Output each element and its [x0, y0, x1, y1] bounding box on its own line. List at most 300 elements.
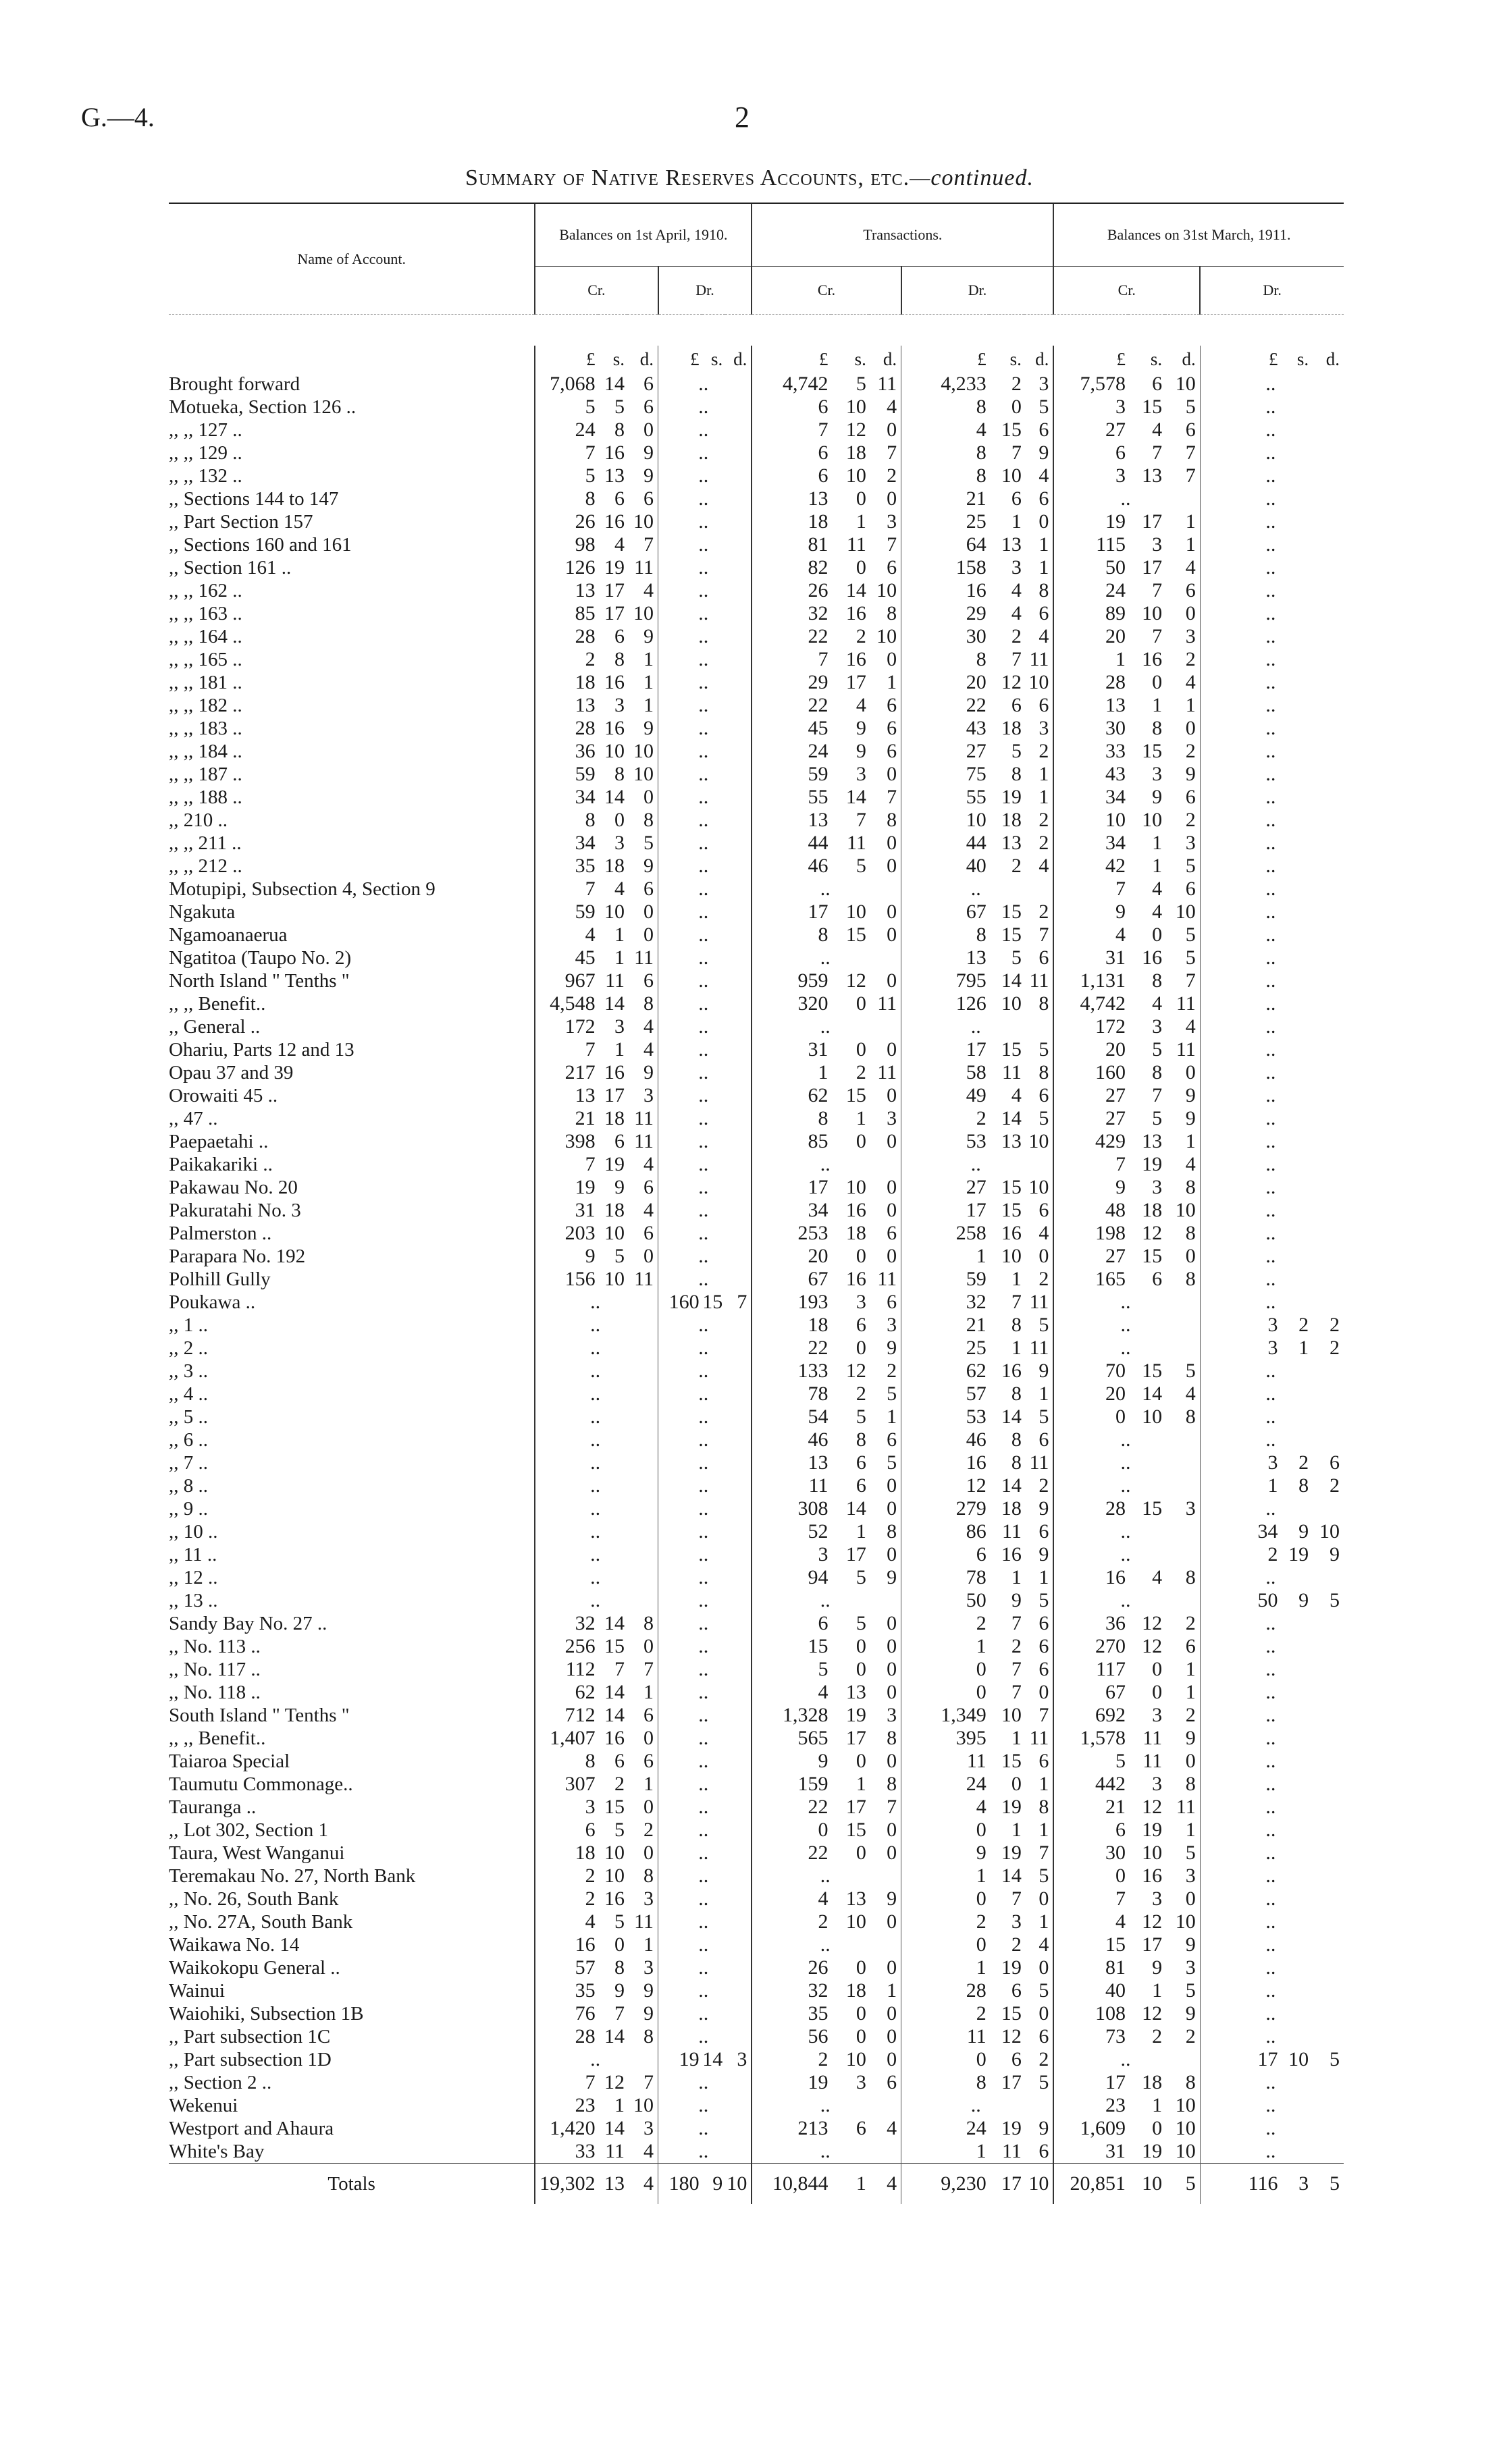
o_cr-pence: 6 [643, 1750, 654, 1772]
o_cr-pence: 0 [643, 1842, 654, 1864]
c_cr-empty: .. [1053, 2048, 1200, 2071]
t_dr-pounds: 21 [901, 487, 989, 510]
o_cr-shillings: 14 [604, 1704, 625, 1726]
account-name: ,, ,, Benefit.. [169, 992, 266, 1015]
table-row [169, 1842, 1344, 1865]
o_dr-pence: 10 [725, 2164, 752, 2205]
o_cr-shillings: 12 [604, 2071, 625, 2093]
o_cr-empty: .. [535, 1314, 658, 1337]
o_cr-pounds: 76 [535, 2002, 598, 2025]
account-name: ,, Section 161 .. [169, 556, 292, 579]
t_dr-pence: 5 [1038, 2071, 1049, 2093]
t_cr-shillings: 12 [845, 969, 866, 992]
c_dr-pounds: 3 [1200, 1337, 1280, 1360]
unit-pound: £ [752, 346, 831, 373]
c_cr-empty: .. [1053, 1428, 1200, 1451]
o_cr-pence: 0 [643, 1727, 654, 1749]
c_cr-pounds: 17 [1053, 2071, 1128, 2094]
t_dr-shillings: 8 [1011, 1451, 1022, 1474]
o_dr-empty: .. [658, 855, 752, 878]
t_cr-pounds: 11 [752, 1474, 831, 1497]
t_cr-pence: 2 [887, 1360, 897, 1382]
c_dr-empty: .. [1200, 1428, 1344, 1451]
c_cr-shillings: 16 [1142, 1865, 1163, 1887]
table-row [169, 1865, 1344, 1887]
t_dr-pounds: 2 [901, 1612, 989, 1635]
t_cr-pounds: 85 [752, 1130, 831, 1153]
t_cr-shillings: 17 [845, 1727, 866, 1749]
c_dr-empty: .. [1200, 510, 1344, 533]
o_dr-empty: .. [658, 1589, 752, 1612]
c_cr-pounds: 89 [1053, 602, 1128, 625]
c_dr-empty: .. [1200, 1842, 1344, 1865]
c_cr-pence: 5 [1185, 1360, 1196, 1382]
o_cr-shillings: 7 [614, 1658, 625, 1680]
t_dr-pence: 4 [1038, 855, 1049, 877]
t_dr-shillings: 15 [1001, 419, 1022, 441]
c_dr-empty: .. [1200, 1910, 1344, 1933]
t_dr-pence: 1 [1038, 556, 1049, 579]
o_cr-pence: 10 [633, 763, 654, 785]
o_cr-pounds: 967 [535, 969, 598, 992]
t_dr-pence: 6 [1038, 487, 1049, 510]
t_dr-shillings: 15 [1001, 1176, 1022, 1198]
t_dr-pence: 9 [1038, 1543, 1049, 1565]
account-name: ,, ,, 132 .. [169, 464, 242, 487]
o_cr-shillings: 14 [604, 992, 625, 1015]
c_dr-empty: .. [1200, 1497, 1344, 1520]
account-name: Polhill Gully [169, 1268, 271, 1290]
page-title [0, 165, 1499, 191]
o_cr-pounds: 59 [535, 763, 598, 786]
account-name: Sandy Bay No. 27 .. [169, 1612, 327, 1634]
table-row [169, 1750, 1344, 1773]
t_dr-pounds: 27 [901, 1176, 989, 1199]
o_cr-pounds: 23 [535, 2094, 598, 2117]
t_cr-pence: 3 [887, 1704, 897, 1726]
o_dr-empty: .. [658, 2094, 752, 2117]
t_cr-pence: 0 [887, 763, 897, 785]
account-name: ,, ,, 183 .. [169, 717, 242, 739]
account-name: Ngatitoa (Taupo No. 2) [169, 946, 352, 969]
t_cr-pounds: 5 [752, 1658, 831, 1681]
c_cr-shillings: 3 [1152, 533, 1163, 556]
c_dr-pounds: 34 [1200, 1520, 1280, 1543]
t_cr-pounds: 17 [752, 1176, 831, 1199]
t_dr-pounds: 795 [901, 969, 989, 992]
o_cr-empty: .. [535, 1291, 658, 1314]
c_dr-empty: .. [1200, 786, 1344, 809]
c_cr-pence: 4 [1185, 671, 1196, 693]
t_cr-pounds: 2 [752, 1910, 831, 1933]
o_cr-pence: 6 [643, 1704, 654, 1726]
t_cr-pounds: 8 [752, 923, 831, 946]
c_dr-empty: .. [1200, 1268, 1344, 1291]
c_cr-pounds: 7 [1053, 878, 1128, 901]
o_dr-pounds: 19 [658, 2048, 702, 2071]
t_cr-shillings: 0 [856, 1956, 866, 1979]
t_cr-shillings: 16 [845, 648, 866, 670]
c_cr-pounds: 0 [1053, 1405, 1128, 1428]
t_dr-pounds: 2 [901, 1910, 989, 1933]
o_dr-empty: .. [658, 419, 752, 441]
unit-pence: d. [639, 348, 654, 369]
table-row [169, 878, 1344, 901]
t_dr-shillings: 16 [1001, 1222, 1022, 1244]
o_cr-shillings: 4 [614, 533, 625, 556]
t_dr-pounds: 0 [901, 1887, 989, 1910]
c_cr-pence: 6 [1185, 419, 1196, 441]
account-name: Taiaroa Special [169, 1750, 290, 1772]
t_cr-shillings: 19 [845, 1704, 866, 1726]
o_cr-shillings: 3 [614, 694, 625, 716]
t_dr-shillings: 8 [1011, 1383, 1022, 1405]
t_cr-pence: 9 [887, 1887, 897, 1910]
c_dr-empty: .. [1200, 809, 1344, 832]
o_dr-empty: .. [658, 2071, 752, 2094]
t_cr-pence: 5 [887, 1451, 897, 1474]
unit-shilling: s. [854, 348, 866, 369]
o_cr-shillings: 6 [614, 1750, 625, 1772]
t_cr-pence: 6 [887, 1428, 897, 1451]
o_cr-pounds: 1,420 [535, 2117, 598, 2140]
t_dr-empty: .. [901, 878, 1054, 901]
o_cr-shillings: 13 [604, 464, 625, 487]
t_dr-pence: 5 [1038, 1405, 1049, 1428]
o_dr-empty: .. [658, 1474, 752, 1497]
o_dr-empty: .. [658, 786, 752, 809]
t_cr-pence: 6 [887, 1222, 897, 1244]
t_cr-pounds: 4,742 [752, 373, 831, 396]
o_cr-pence: 0 [643, 901, 654, 923]
c_cr-pounds: 198 [1053, 1222, 1128, 1245]
o_cr-pounds: 28 [535, 2025, 598, 2048]
table-row [169, 373, 1344, 396]
o_dr-empty: .. [658, 464, 752, 487]
account-name: ,, 12 .. [169, 1566, 218, 1588]
account-name: ,, Part Section 157 [169, 510, 313, 533]
t_dr-pounds: 24 [901, 1773, 989, 1796]
unit-pound: £ [901, 346, 989, 373]
c_cr-shillings: 9 [1152, 1956, 1163, 1979]
account-name: ,, No. 117 .. [169, 1658, 261, 1680]
c_cr-pence: 7 [1185, 464, 1196, 487]
t_dr-shillings: 10 [1001, 1245, 1022, 1267]
table-row [169, 1107, 1344, 1130]
t_dr-pence: 5 [1038, 1865, 1049, 1887]
col-closing-dr: Dr. [1200, 267, 1344, 315]
col-trans-dr: Dr. [901, 267, 1054, 315]
unit-pound: £ [1200, 346, 1280, 373]
c_dr-empty: .. [1200, 1681, 1344, 1704]
c_dr-empty: .. [1200, 992, 1344, 1015]
c_cr-shillings: 3 [1152, 763, 1163, 785]
o_cr-pounds: 7 [535, 441, 598, 464]
c_cr-empty: .. [1053, 1543, 1200, 1566]
t_cr-pence: 0 [887, 1819, 897, 1841]
o_cr-pence: 8 [643, 1865, 654, 1887]
o_cr-pence: 7 [643, 1658, 654, 1680]
t_cr-pounds: 46 [752, 855, 831, 878]
o_cr-pence: 8 [643, 2025, 654, 2047]
o_dr-empty: .. [658, 1153, 752, 1176]
table-row [169, 717, 1344, 740]
t_cr-shillings: 16 [845, 602, 866, 624]
t_dr-pounds: 6 [901, 1543, 989, 1566]
t_dr-pence: 7 [1038, 923, 1049, 946]
t_cr-empty: .. [752, 1933, 901, 1956]
o_cr-shillings: 3 [614, 832, 625, 854]
t_cr-pounds: 13 [752, 1451, 831, 1474]
o_cr-empty: .. [535, 1405, 658, 1428]
account-name: Waikokopu General .. [169, 1956, 340, 1979]
t_cr-pounds: 0 [752, 1819, 831, 1842]
c_cr-shillings: 7 [1152, 579, 1163, 601]
o_dr-empty: .. [658, 396, 752, 419]
o_cr-pence: 6 [643, 878, 654, 900]
c_cr-pounds: 442 [1053, 1773, 1128, 1796]
table-row [169, 809, 1344, 832]
c_dr-empty: .. [1200, 396, 1344, 419]
t_dr-empty: .. [901, 1015, 1054, 1038]
c_cr-pence: 3 [1185, 1956, 1196, 1979]
table-row [169, 1451, 1344, 1474]
t_dr-shillings: 19 [1001, 2117, 1022, 2139]
t_cr-pounds: 7 [752, 419, 831, 441]
t_cr-pounds: 2 [752, 2048, 831, 2071]
o_dr-empty: .. [658, 1543, 752, 1566]
o_dr-empty: .. [658, 740, 752, 763]
col-opening-cr: Cr. [535, 267, 658, 315]
account-name: Pakawau No. 20 [169, 1176, 298, 1198]
c_cr-shillings: 17 [1142, 1933, 1163, 1956]
c_cr-shillings: 4 [1152, 901, 1163, 923]
account-name: Ngamoanaerua [169, 923, 288, 946]
t_dr-pence: 2 [1038, 1268, 1049, 1290]
t_cr-pence: 1 [887, 1979, 897, 2002]
c_cr-pence: 2 [1185, 1704, 1196, 1726]
c_cr-shillings: 3 [1152, 1176, 1163, 1198]
account-name: Ngakuta [169, 901, 236, 923]
o_dr-empty: .. [658, 1635, 752, 1658]
t_dr-pence: 8 [1038, 579, 1049, 601]
o_dr-empty: .. [658, 1750, 752, 1773]
c_cr-pence: 8 [1185, 1222, 1196, 1244]
account-name: ,, No. 113 .. [169, 1635, 261, 1657]
o_cr-pence: 6 [643, 1222, 654, 1244]
t_dr-pence: 8 [1038, 1796, 1049, 1818]
t_cr-shillings: 0 [856, 1337, 866, 1359]
t_cr-shillings: 0 [856, 1842, 866, 1864]
c_cr-pence: 5 [1185, 855, 1196, 877]
t_cr-shillings: 11 [847, 832, 866, 854]
t_dr-pence: 6 [1038, 2140, 1049, 2162]
c_dr-empty: .. [1200, 1933, 1344, 1956]
account-name: Totals [169, 2164, 535, 2205]
o_cr-pence: 6 [643, 373, 654, 395]
t_dr-pounds: 1 [901, 1635, 989, 1658]
table-row [169, 1199, 1344, 1222]
t_dr-pounds: 55 [901, 786, 989, 809]
t_cr-pence: 0 [887, 1130, 897, 1152]
t_dr-pence: 1 [1038, 533, 1049, 556]
c_dr-empty: .. [1200, 1107, 1344, 1130]
c_cr-pounds: 7 [1053, 1153, 1128, 1176]
c_cr-pounds: 67 [1053, 1681, 1128, 1704]
table-row [169, 1933, 1344, 1956]
o_cr-pounds: 9 [535, 1245, 598, 1268]
o_cr-shillings: 2 [614, 1773, 625, 1795]
t_cr-pounds: 45 [752, 717, 831, 740]
t_cr-pence: 0 [887, 1176, 897, 1198]
c_cr-empty: .. [1053, 1291, 1200, 1314]
t_dr-shillings: 2 [1011, 373, 1022, 395]
account-name: Paepaetahi .. [169, 1130, 269, 1152]
c_dr-empty: .. [1200, 694, 1344, 717]
o_cr-shillings: 18 [604, 1107, 625, 1129]
o_cr-pounds: 18 [535, 671, 598, 694]
c_cr-pounds: 4 [1053, 923, 1128, 946]
account-name: Opau 37 and 39 [169, 1061, 294, 1083]
t_dr-pence: 1 [1038, 786, 1049, 808]
t_dr-pence: 5 [1038, 1589, 1049, 1611]
account-name: Wekenui [169, 2094, 238, 2116]
t_cr-shillings: 14 [845, 1497, 866, 1520]
t_dr-pounds: 17 [901, 1199, 989, 1222]
t_cr-pence: 8 [887, 1520, 897, 1543]
t_cr-shillings: 0 [856, 992, 866, 1015]
o_cr-pence: 11 [634, 946, 654, 969]
c_cr-pounds: 27 [1053, 419, 1128, 441]
account-name: Taumutu Commonage.. [169, 1773, 353, 1795]
o_cr-pounds: 1,407 [535, 1727, 598, 1750]
table-row [169, 1543, 1344, 1566]
c_cr-shillings: 11 [1142, 1750, 1163, 1772]
c_dr-empty: .. [1200, 1979, 1344, 2002]
c_cr-pounds: 16 [1053, 1566, 1128, 1589]
c_cr-pounds: 40 [1053, 1979, 1128, 2002]
table-row [169, 1222, 1344, 1245]
o_cr-pounds: 31 [535, 1199, 598, 1222]
table-row [169, 2048, 1344, 2071]
t_dr-pounds: 4,233 [901, 373, 989, 396]
c_cr-pence: 8 [1185, 1405, 1196, 1428]
c_dr-empty: .. [1200, 969, 1344, 992]
t_dr-pence: 4 [1038, 464, 1049, 487]
t_dr-shillings: 6 [1011, 487, 1022, 510]
t_cr-shillings: 15 [845, 1819, 866, 1841]
t_cr-shillings: 10 [845, 901, 866, 923]
o_cr-empty: .. [535, 1428, 658, 1451]
c_cr-pounds: 3 [1053, 464, 1128, 487]
c_cr-shillings: 0 [1152, 923, 1163, 946]
t_cr-pounds: 52 [752, 1520, 831, 1543]
account-name: ,, ,, 184 .. [169, 740, 242, 762]
c_cr-pounds: 28 [1053, 671, 1128, 694]
o_dr-empty: .. [658, 2117, 752, 2140]
t_dr-shillings: 2 [1011, 1933, 1022, 1956]
o_cr-shillings: 16 [604, 441, 625, 464]
o_cr-shillings: 10 [604, 740, 625, 762]
t_dr-shillings: 1 [1011, 1566, 1022, 1588]
t_dr-pence: 6 [1038, 2025, 1049, 2047]
t_dr-pence: 9 [1038, 1360, 1049, 1382]
c_dr-pence: 5 [1330, 2048, 1340, 2070]
o_cr-pounds: 34 [535, 832, 598, 855]
t_dr-shillings: 19 [1001, 1842, 1022, 1864]
t_cr-shillings: 5 [856, 373, 866, 395]
t_dr-shillings: 14 [1001, 969, 1022, 992]
t_cr-pence: 0 [887, 1910, 897, 1933]
reserves-table [169, 203, 1344, 2204]
t_dr-shillings: 6 [1011, 694, 1022, 716]
c_cr-pence: 4 [1185, 1383, 1196, 1405]
t_cr-pounds: 81 [752, 533, 831, 556]
t_cr-shillings: 5 [856, 1405, 866, 1428]
c_cr-pounds: 9 [1053, 901, 1128, 923]
o_dr-empty: .. [658, 946, 752, 969]
t_dr-pounds: 11 [901, 2025, 989, 2048]
t_dr-pence: 1 [1038, 763, 1049, 785]
t_dr-shillings: 7 [1011, 1681, 1022, 1703]
t_cr-pounds: 9 [752, 1750, 831, 1773]
t_cr-shillings: 2 [856, 625, 866, 647]
t_cr-pounds: 32 [752, 602, 831, 625]
t_cr-pence: 0 [887, 1635, 897, 1657]
t_cr-pence: 0 [887, 901, 897, 923]
t_cr-shillings: 1 [856, 510, 866, 533]
t_dr-pence: 6 [1038, 946, 1049, 969]
c_cr-shillings: 10 [1128, 2164, 1165, 2205]
o_cr-pounds: 7 [535, 1153, 598, 1176]
o_dr-empty: .. [658, 809, 752, 832]
o_dr-empty: .. [658, 1796, 752, 1819]
t_dr-pounds: 24 [901, 2117, 989, 2140]
o_cr-pence: 10 [633, 510, 654, 533]
c_cr-pounds: 42 [1053, 855, 1128, 878]
account-name: ,, Part subsection 1C [169, 2025, 331, 2047]
t_cr-pence: 10 [876, 579, 897, 601]
t_cr-pence: 0 [887, 1543, 897, 1565]
o_cr-empty: .. [535, 1520, 658, 1543]
c_cr-pence: 1 [1185, 1681, 1196, 1703]
o_cr-shillings: 5 [614, 1819, 625, 1841]
o_cr-pence: 1 [643, 648, 654, 670]
o_cr-shillings: 1 [614, 946, 625, 969]
col-opening-header: Balances on 1st April, 1910. [535, 203, 752, 267]
t_cr-shillings: 0 [856, 556, 866, 579]
c_cr-pounds: 9 [1053, 1176, 1128, 1199]
o_cr-pounds: 112 [535, 1658, 598, 1681]
c_cr-pence: 2 [1185, 2025, 1196, 2047]
t_dr-pence: 5 [1038, 1107, 1049, 1129]
c_cr-shillings: 2 [1152, 2025, 1163, 2047]
t_dr-pence: 6 [1038, 1084, 1049, 1106]
c_cr-pounds: 6 [1053, 441, 1128, 464]
t_dr-pence: 6 [1038, 1520, 1049, 1543]
t_dr-shillings: 6 [1011, 1979, 1022, 2002]
t_dr-shillings: 19 [1001, 1796, 1022, 1818]
o_dr-empty: .. [658, 1979, 752, 2002]
c_dr-empty: .. [1200, 1704, 1344, 1727]
c_cr-pounds: 160 [1053, 1061, 1128, 1084]
table-row [169, 1337, 1344, 1360]
t_cr-pence: 0 [887, 923, 897, 946]
t_cr-shillings: 8 [856, 1428, 866, 1451]
c_cr-pounds: 270 [1053, 1635, 1128, 1658]
t_dr-shillings: 2 [1011, 855, 1022, 877]
c_cr-shillings: 12 [1142, 1910, 1163, 1933]
